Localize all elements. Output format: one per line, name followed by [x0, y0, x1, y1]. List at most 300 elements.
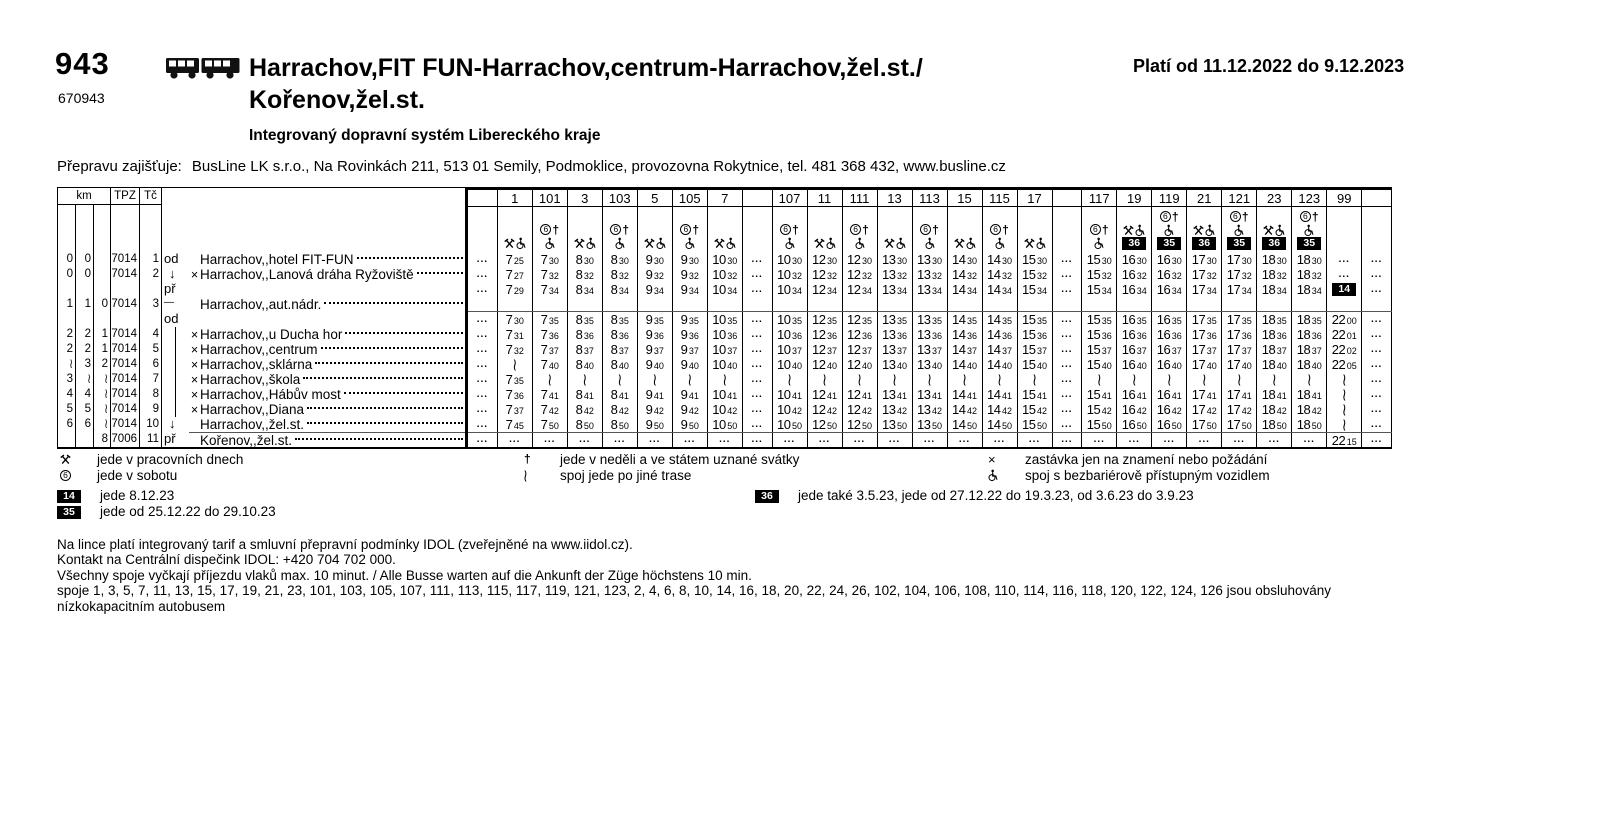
wheelchair-icon: [656, 237, 666, 250]
time-cell: 12 32: [843, 267, 878, 282]
time-cell: 15 40: [1018, 357, 1053, 372]
left-spacer-row: [58, 205, 465, 252]
trip-symbols: [773, 207, 808, 252]
trip-number: 121: [1222, 190, 1257, 207]
request-stop-mark: ×: [190, 342, 199, 357]
route-deviation-icon: ≀: [1032, 372, 1037, 387]
time-cell: 18 32: [1292, 267, 1327, 282]
time-cell: 18 36: [1257, 327, 1292, 342]
stop-name-cell: [189, 267, 465, 282]
route-marker: ↓: [169, 416, 176, 431]
time-cell: [1152, 297, 1187, 311]
time-cell: 8 34: [603, 282, 638, 297]
time-cell: 18 41: [1257, 387, 1292, 402]
time-cell: 14 50: [983, 417, 1018, 432]
time-cell: 9 35: [638, 312, 673, 327]
time-cell: ...: [1362, 402, 1392, 417]
km-cell: 2: [94, 357, 111, 372]
route-marker: př: [164, 431, 176, 446]
time-cell: 8 37: [568, 342, 603, 357]
km-cell: 4: [58, 387, 76, 402]
request-stop-mark: ×: [190, 327, 199, 342]
tc-cell: 11: [140, 432, 162, 447]
time-cell: 7 37: [498, 402, 533, 417]
dot-leader: [307, 422, 463, 424]
time-cell: 16 50: [1117, 417, 1152, 432]
time-cell: 14 34: [948, 282, 983, 297]
workdays-icon: [574, 238, 585, 249]
time-cell: 12 41: [843, 387, 878, 402]
time-row: [468, 432, 1392, 447]
km-cell: 3: [76, 357, 94, 372]
time-cell: 13 41: [913, 387, 948, 402]
request-stop-mark: ×: [190, 402, 199, 417]
operator-label: Přepravu zajišťuje:: [57, 158, 182, 175]
time-cell: [1327, 297, 1362, 311]
legend-item: [985, 451, 1270, 467]
dot-leader: [357, 257, 463, 259]
stop-name: Harrachov,,aut.nádr.: [200, 297, 322, 312]
time-cell: ...: [983, 433, 1018, 447]
workdays-icon: [1263, 225, 1274, 236]
trip-symbols: [673, 207, 708, 252]
grid-body: [468, 252, 1392, 447]
time-cell: [1327, 402, 1362, 417]
time-cell: [1222, 297, 1257, 311]
workdays-icon: [1193, 225, 1204, 236]
time-cell: ...: [1053, 312, 1083, 327]
time-cell: 13 32: [878, 267, 913, 282]
route-deviation-icon: ≀: [1341, 417, 1347, 432]
time-cell: 18 35: [1292, 312, 1327, 327]
tc-header: Tč: [140, 188, 162, 205]
tpz-cell: 7014: [111, 387, 140, 402]
time-cell: [743, 297, 773, 311]
time-cell: 17 34: [1222, 282, 1257, 297]
time-cell: 10 42: [773, 402, 808, 417]
time-cell: 8 30: [568, 252, 603, 267]
time-cell: 16 36: [1152, 327, 1187, 342]
time-cell: [1327, 282, 1362, 297]
time-cell: 18 41: [1292, 387, 1327, 402]
tc-cell: [140, 282, 162, 297]
trip-number: 119: [1152, 190, 1187, 207]
time-cell: 9 40: [638, 357, 673, 372]
trip-symbols: [1292, 207, 1327, 252]
saturday-icon: 6: [1160, 211, 1171, 222]
time-cell: 12 30: [843, 252, 878, 267]
time-cell: 13 36: [878, 327, 913, 342]
time-cell: ...: [1362, 387, 1392, 402]
trip-number: 117: [1082, 190, 1117, 207]
tc-cell: 1: [140, 252, 162, 267]
trip-symbols: [1117, 207, 1152, 252]
footer-line: Kontakt na Centrální dispečink IDOL: +420 704 702 000.: [57, 552, 396, 568]
time-cell: [603, 297, 638, 311]
time-cell: 17 35: [1222, 312, 1257, 327]
stop-row-left: [58, 342, 465, 357]
time-cell: ...: [638, 433, 673, 447]
footer-line: nízkokapacitním autobusem: [57, 598, 226, 614]
stop-name: Harrachov,,centrum: [200, 342, 318, 357]
km-cell: [94, 372, 111, 387]
note-badge: 35: [1227, 237, 1251, 250]
saturday-icon: 6: [920, 224, 931, 235]
time-cell: 8 36: [568, 327, 603, 342]
time-cell: 9 34: [673, 282, 708, 297]
km-cell: 1: [94, 342, 111, 357]
time-cell: 12 35: [808, 312, 843, 327]
note-badge: 35: [57, 506, 81, 519]
route-deviation-icon: ≀: [547, 372, 553, 387]
time-cell: 10 50: [708, 417, 743, 432]
time-cell: ...: [1362, 267, 1392, 282]
time-cell: 8 42: [568, 402, 603, 417]
dot-leader: [315, 362, 463, 364]
time-cell: 12 40: [843, 357, 878, 372]
time-cell: 12 40: [808, 357, 843, 372]
wheelchair-icon: [966, 237, 976, 250]
time-cell: 16 35: [1152, 312, 1187, 327]
time-cell: ...: [1222, 433, 1257, 447]
route-marker: př: [164, 281, 176, 296]
trip-symbol-row: [468, 207, 1392, 252]
km-cell: 2: [76, 327, 94, 342]
time-cell: [638, 297, 673, 311]
time-cell: 10 36: [708, 327, 743, 342]
saturday-icon: 6: [1300, 211, 1311, 222]
trip-symbols: [808, 207, 843, 252]
time-cell: 7 50: [533, 417, 568, 432]
time-cell: ...: [743, 327, 773, 342]
km-cell: 0: [76, 252, 94, 267]
time-cell: 13 42: [878, 402, 913, 417]
time-cell: 10 42: [708, 402, 743, 417]
stop-name-cell: [189, 327, 465, 342]
stop-name-cell: [189, 417, 465, 432]
time-cell: [808, 297, 843, 311]
trip-symbols: [948, 207, 983, 252]
time-cell: 9 41: [638, 387, 673, 402]
time-cell: [773, 297, 808, 311]
time-cell: ...: [1257, 433, 1292, 447]
km-cell: [76, 432, 94, 447]
wheelchair-icon: [1205, 224, 1215, 237]
time-cell: ...: [913, 433, 948, 447]
time-cell: 15 41: [1018, 387, 1053, 402]
time-cell: [568, 372, 603, 387]
time-cell: 10 34: [773, 282, 808, 297]
route-deviation-icon: ≀: [997, 372, 1002, 387]
time-cell: [498, 297, 533, 311]
tpz-cell: 7014: [111, 252, 140, 267]
time-cell: 17 50: [1222, 417, 1257, 432]
time-cell: ...: [743, 312, 773, 327]
time-cell: ...: [673, 433, 708, 447]
tpz-cell: 7014: [111, 372, 140, 387]
time-cell: 13 50: [913, 417, 948, 432]
time-row: [468, 342, 1392, 357]
route-deviation-icon: ≀: [722, 372, 728, 387]
time-cell: 15 37: [1018, 342, 1053, 357]
km-cell: [58, 432, 76, 447]
route-marker: [162, 372, 189, 387]
time-cell: 16 32: [1152, 267, 1187, 282]
time-cell: [533, 297, 568, 311]
time-cell: [948, 372, 983, 387]
wheelchair-icon: [1234, 224, 1244, 237]
time-cell: 10 36: [773, 327, 808, 342]
note-badge: 36: [1262, 237, 1286, 250]
time-cell: ...: [1053, 282, 1083, 297]
tpz-header: TPZ: [111, 188, 140, 205]
trip-symbols: [1152, 207, 1187, 252]
route-marker: od: [164, 251, 179, 266]
gap-column-header: [743, 190, 773, 207]
time-cell: 9 40: [673, 357, 708, 372]
time-cell: 15 35: [1082, 312, 1117, 327]
route-deviation-icon: ≀: [1236, 372, 1242, 387]
time-cell: 10 40: [708, 357, 743, 372]
time-cell: 7 36: [533, 327, 568, 342]
time-cell: 22 02: [1327, 342, 1362, 357]
legend-item: [57, 451, 243, 467]
time-cell: 15 32: [1082, 267, 1117, 282]
time-cell: 15 50: [1082, 417, 1117, 432]
time-cell: ...: [1053, 327, 1083, 342]
time-cell: 7 32: [533, 267, 568, 282]
time-cell: 12 36: [808, 327, 843, 342]
note-badge: 35: [1297, 237, 1321, 250]
route-deviation-icon: ≀: [1096, 372, 1102, 387]
trip-number: 1: [498, 190, 533, 207]
km-cell: [58, 312, 76, 327]
km-cell: 6: [58, 417, 76, 432]
saturday-icon: 6: [780, 224, 791, 235]
footer-line: Na lince platí integrovaný tarif a smluvní přepravní podmínky IDOL (zveřejněné na www.iidol.cz).: [57, 537, 633, 552]
time-cell: ...: [468, 372, 498, 387]
km-cell: [58, 357, 76, 372]
time-cell: 17 32: [1222, 267, 1257, 282]
wheelchair-icon: [896, 237, 906, 250]
route-deviation-icon: ≀: [104, 372, 108, 387]
stop-name-cell: [189, 252, 465, 267]
wheelchair-icon: [855, 237, 865, 250]
route-deviation-icon: ≀: [104, 417, 108, 432]
trip-symbols: [708, 207, 743, 252]
time-cell: 14 37: [983, 342, 1018, 357]
time-cell: 9 35: [673, 312, 708, 327]
time-cell: 17 30: [1222, 252, 1257, 267]
time-cell: 16 30: [1152, 252, 1187, 267]
km-cell: [94, 267, 111, 282]
time-cell: 13 35: [913, 312, 948, 327]
tc-cell: 9: [140, 402, 162, 417]
time-cell: 15 36: [1082, 327, 1117, 342]
legend-text: jede v pracovních dnech: [97, 451, 244, 467]
time-cell: 10 32: [773, 267, 808, 282]
workdays-icon: [1123, 225, 1134, 236]
time-cell: 8 35: [603, 312, 638, 327]
time-cell: ...: [468, 252, 498, 267]
time-cell: ...: [1053, 402, 1083, 417]
request-stop-mark: ×: [190, 267, 199, 282]
route-deviation-icon: ≀: [892, 372, 897, 387]
legend-item: [520, 464, 799, 486]
time-cell: [1327, 387, 1362, 402]
time-cell: 14 32: [983, 267, 1018, 282]
time-cell: 13 32: [913, 267, 948, 282]
time-cell: 15 30: [1082, 252, 1117, 267]
note-text: jede také 3.5.23, jede od 27.12.22 do 19.3.23, od 3.6.23 do 3.9.23: [798, 487, 1194, 503]
line-code: 670943: [58, 90, 105, 106]
trip-number: 99: [1327, 190, 1362, 207]
workdays-icon: [644, 238, 655, 249]
note-badge: 36: [1192, 237, 1216, 250]
km-cell: 6: [76, 417, 94, 432]
time-row: [468, 402, 1392, 417]
wheelchair-icon: [516, 237, 526, 250]
time-cell: 13 30: [913, 252, 948, 267]
route-title-line2: Kořenov,žel.st.: [249, 86, 425, 114]
route-deviation-icon: ≀: [1131, 372, 1137, 387]
time-cell: ...: [948, 433, 983, 447]
workdays-icon: [1024, 238, 1035, 249]
route-deviation-icon: ≀: [87, 372, 91, 387]
time-cell: 8 40: [568, 357, 603, 372]
stop-row-left: [58, 282, 465, 297]
saturday-icon: 6: [850, 224, 861, 235]
time-cell: 17 37: [1187, 342, 1222, 357]
time-cell: 9 32: [638, 267, 673, 282]
time-cell: [983, 297, 1018, 311]
time-cell: 8 50: [603, 417, 638, 432]
note-text: jede od 25.12.22 do 29.10.23: [100, 503, 276, 519]
left-header-row: [58, 188, 465, 205]
time-cell: 14 32: [948, 267, 983, 282]
time-cell: 7 36: [498, 387, 533, 402]
km-cell: [94, 312, 111, 327]
operator-value: BusLine LK s.r.o., Na Rovinkách 211, 513 01 Semily, Podmoklice, provozovna Rokytnice, tel. 481 368 432, www.busline.cz: [191, 158, 1006, 175]
time-cell: ...: [468, 327, 498, 342]
wheelchair-icon: [545, 237, 555, 250]
time-cell: 22 01: [1327, 327, 1362, 342]
note-badge: 14: [1332, 283, 1356, 296]
time-cell: [673, 297, 708, 311]
time-cell: 12 42: [843, 402, 878, 417]
time-cell: 17 41: [1187, 387, 1222, 402]
route-title: [249, 52, 923, 116]
footer-line: spoje 1, 3, 5, 7, 11, 13, 15, 17, 19, 21, 23, 101, 103, 105, 107, 111, 113, 115, 117, 119, 121, 123, 2, 4, 6, 8, 10, 14, 16, 18, 20, 22, 24, 26, 102, 104, 106, 108, 110, 114, 116, 118, 120, 122, 124, 126 jsou obsluhovány: [57, 583, 1332, 599]
dot-leader: [345, 332, 463, 334]
trip-symbols: [1327, 207, 1362, 252]
trip-number: 101: [533, 190, 568, 207]
time-cell: 18 35: [1257, 312, 1292, 327]
time-cell: 8 30: [603, 252, 638, 267]
stop-name: Harrachov,,hotel FIT-FUN: [200, 252, 354, 267]
time-cell: 9 50: [638, 417, 673, 432]
trip-number: 123: [1292, 190, 1327, 207]
time-cell: [808, 372, 843, 387]
time-cell: ...: [498, 433, 533, 447]
km-cell: 5: [58, 402, 76, 417]
time-cell: [1362, 297, 1392, 311]
note-badge: 36: [755, 490, 779, 503]
time-cell: 12 37: [843, 342, 878, 357]
holiday-icon: †: [1002, 222, 1009, 237]
time-cell: 9 42: [638, 402, 673, 417]
km-cell: 1: [94, 327, 111, 342]
time-cell: [948, 297, 983, 311]
time-row: [468, 282, 1392, 297]
trip-symbols: [983, 207, 1018, 252]
time-cell: 12 35: [843, 312, 878, 327]
time-cell: 18 42: [1257, 402, 1292, 417]
time-cell: ...: [1362, 342, 1392, 357]
trip-symbols: [1053, 207, 1083, 252]
time-cell: 9 50: [673, 417, 708, 432]
time-cell: [1152, 372, 1187, 387]
time-cell: ...: [743, 372, 773, 387]
route-deviation-icon: ≀: [1306, 372, 1312, 387]
time-cell: 17 30: [1187, 252, 1222, 267]
note-badge: 35: [1157, 237, 1181, 250]
time-row: [468, 417, 1392, 432]
holiday-icon: †: [862, 222, 869, 237]
time-cell: ...: [743, 282, 773, 297]
stop-row-left: [58, 312, 465, 327]
note-item: [57, 503, 276, 519]
tc-cell: 5: [140, 342, 162, 357]
time-cell: 13 30: [878, 252, 913, 267]
km-cell: 5: [76, 402, 94, 417]
trip-symbols: [638, 207, 673, 252]
stop-name-cell: [189, 357, 465, 372]
time-cell: 14 40: [948, 357, 983, 372]
time-cell: 9 42: [673, 402, 708, 417]
time-cell: 14 34: [983, 282, 1018, 297]
time-cell: ...: [743, 402, 773, 417]
trip-number: 21: [1187, 190, 1222, 207]
request-stop-icon: ×: [988, 451, 996, 467]
time-cell: [1082, 297, 1117, 311]
tpz-cell: 7014: [111, 402, 140, 417]
time-cell: 18 40: [1292, 357, 1327, 372]
time-cell: 10 35: [708, 312, 743, 327]
time-cell: 17 32: [1187, 267, 1222, 282]
route-deviation-icon: ≀: [512, 357, 518, 372]
stop-name: Kořenov,,žel.st.: [200, 432, 293, 447]
time-cell: 14 36: [983, 327, 1018, 342]
time-cell: 9 34: [638, 282, 673, 297]
route-deviation-icon: ≀: [104, 402, 108, 417]
time-cell: [1082, 372, 1117, 387]
time-cell: 16 37: [1117, 342, 1152, 357]
tpz-cell: 7014: [111, 267, 140, 282]
holiday-icon: †: [692, 222, 700, 237]
time-cell: 10 41: [773, 387, 808, 402]
time-cell: 15 40: [1082, 357, 1117, 372]
trip-number: 13: [878, 190, 913, 207]
saturday-icon: 6: [60, 470, 71, 481]
route-deviation-icon: ≀: [1341, 372, 1347, 387]
time-cell: ...: [603, 433, 638, 447]
time-cell: 7 41: [533, 387, 568, 402]
time-cell: ...: [1053, 357, 1083, 372]
time-cell: 16 36: [1117, 327, 1152, 342]
route-deviation-icon: ≀: [822, 372, 827, 387]
km-cell: 2: [76, 342, 94, 357]
